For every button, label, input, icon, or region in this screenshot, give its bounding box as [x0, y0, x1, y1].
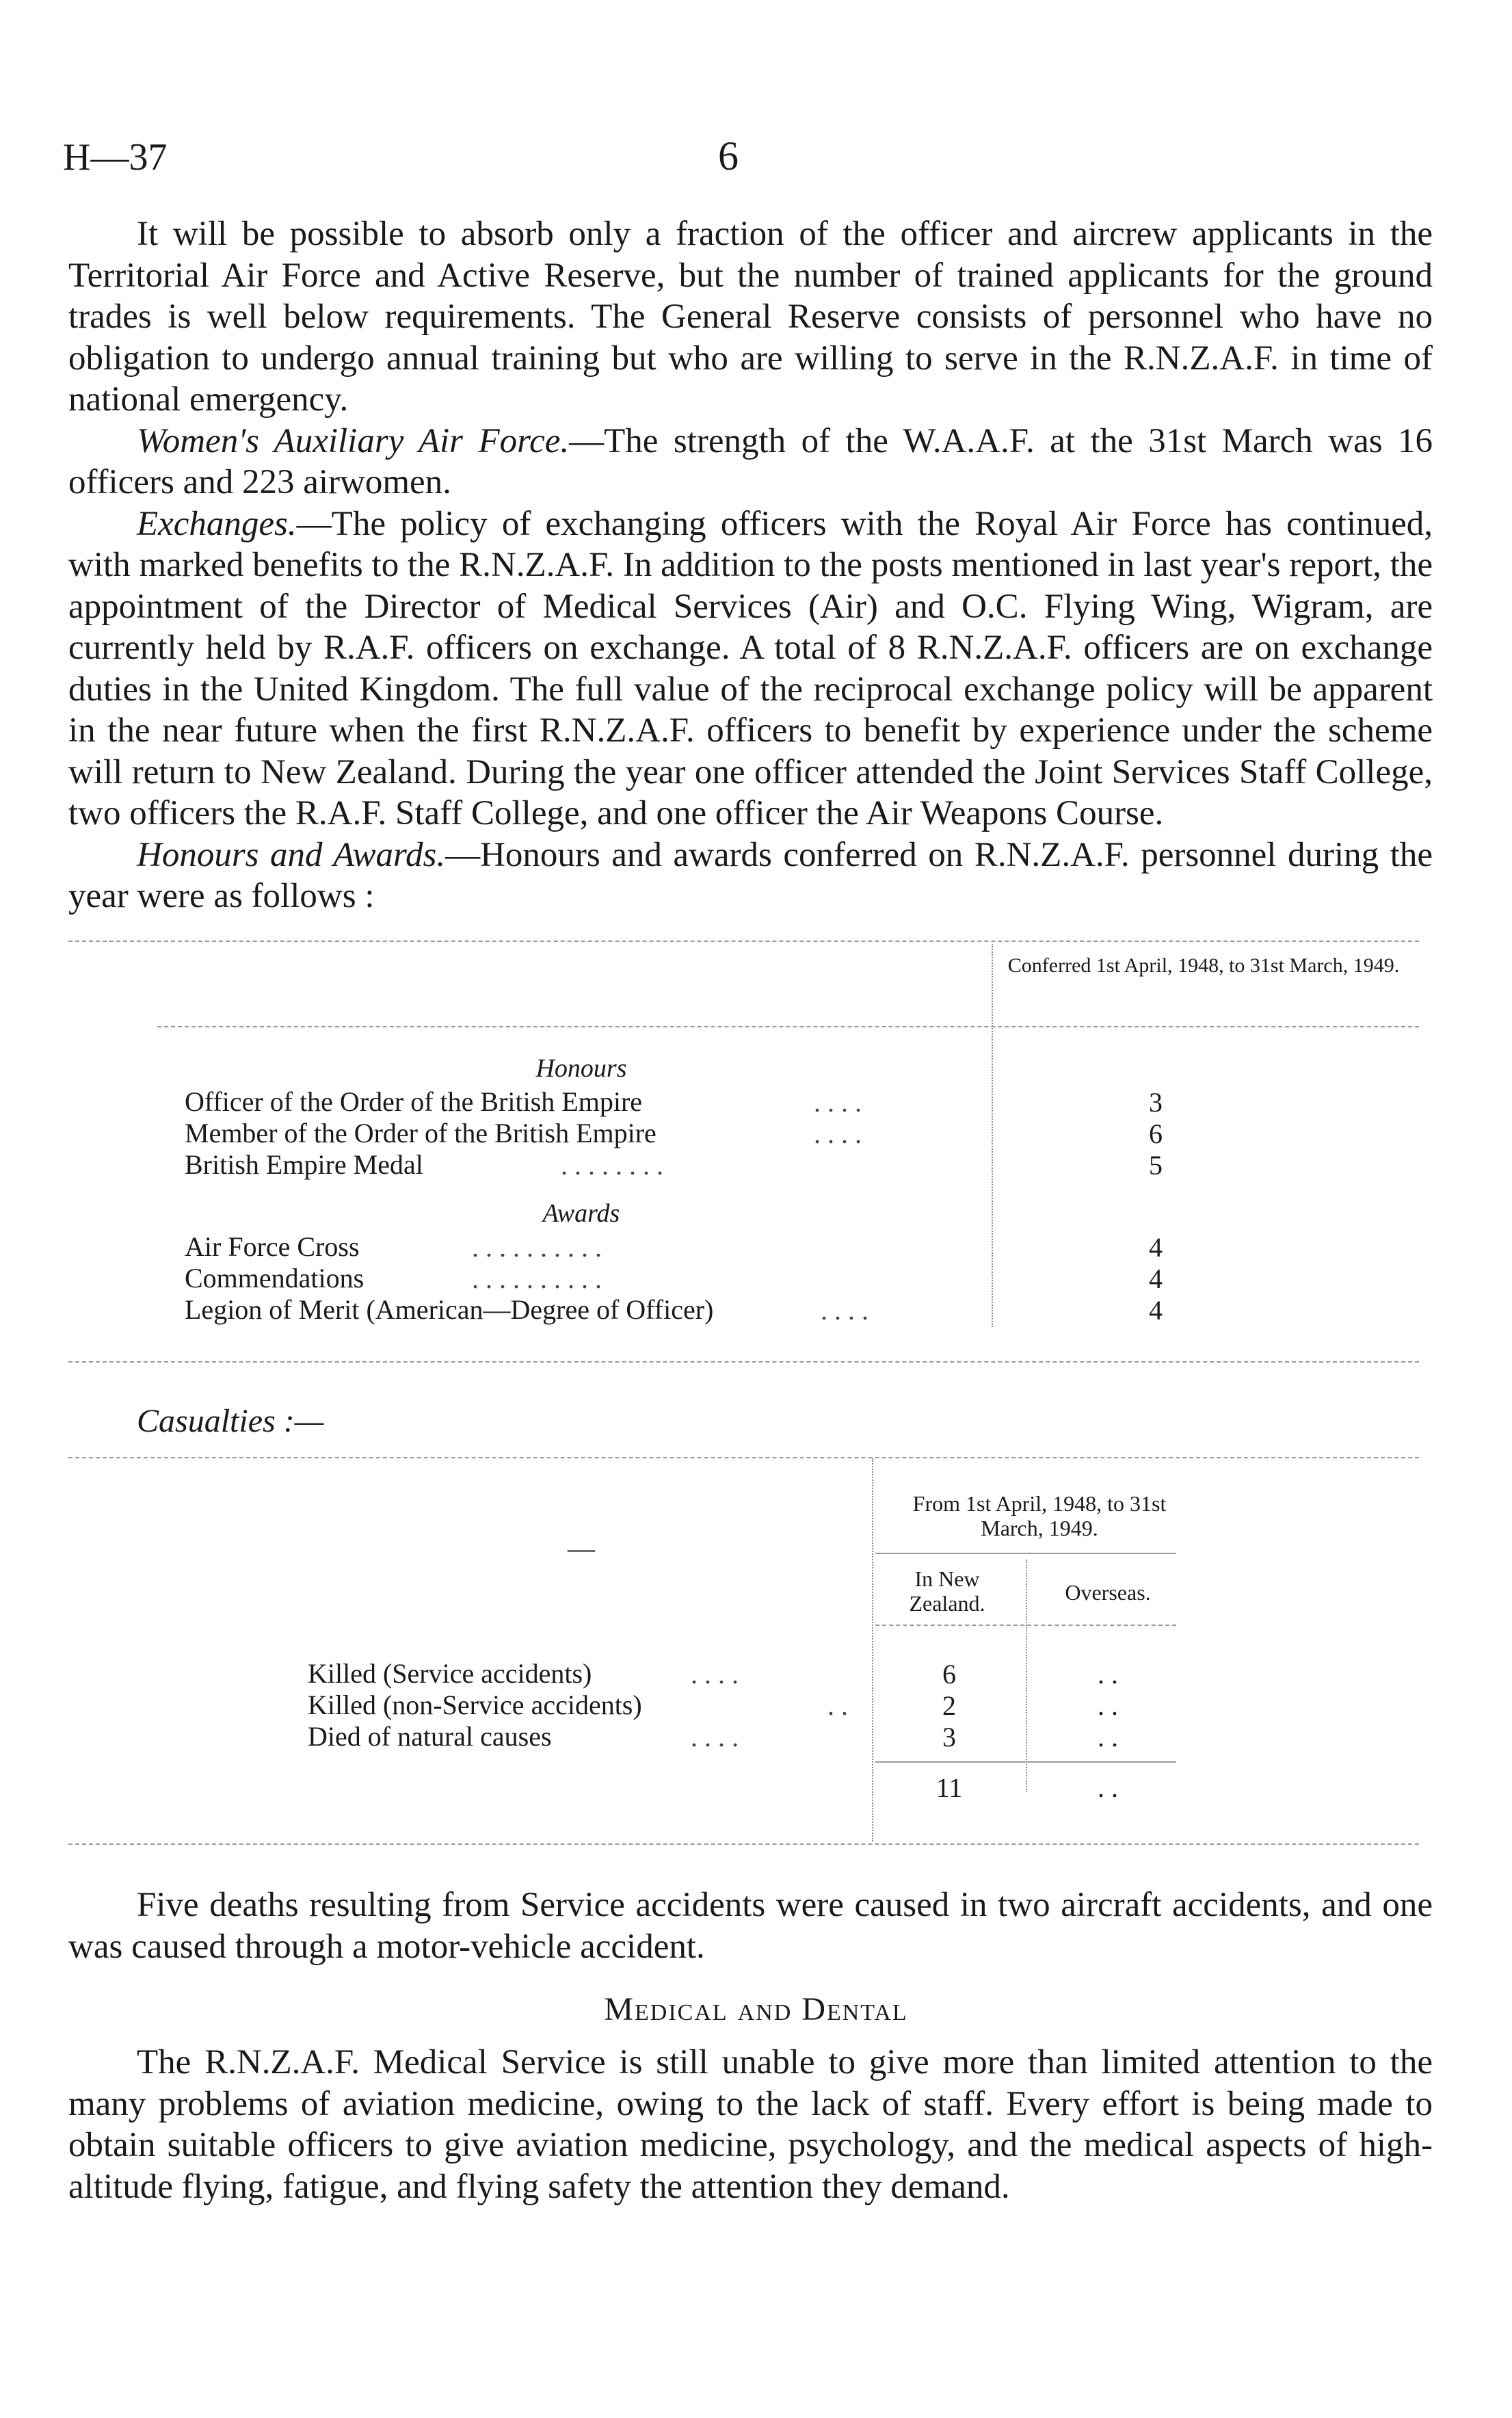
- exchanges-heading: Exchanges.: [137, 504, 297, 543]
- dot-leader: . . . .: [814, 1087, 862, 1118]
- paragraph-reserve: It will be possible to absorb only a fraction of the officer and aircrew applicants in the Territorial Air Force and Active Reserve, but the number of trained applicants for the ground trades is well below requirements. The General Reserve consists of personnel who have no obligation to undergo annual training but who are willing to serve in the R.N.Z.A.F. in time of national emergency.: [68, 215, 1433, 419]
- table-column-divider: [992, 944, 993, 1327]
- honours-row: [185, 1086, 642, 1118]
- casualties-group-rule: [875, 1553, 1176, 1554]
- casualty-count-nz: 6: [942, 1659, 956, 1690]
- award-count: 4: [1149, 1263, 1163, 1294]
- casualty-row: [308, 1658, 592, 1690]
- casualty-row: [308, 1721, 552, 1752]
- body-text-medical: [68, 2042, 1433, 2207]
- casualty-label: Killed (Service accidents): [308, 1658, 592, 1689]
- stub-dash: —: [568, 1533, 595, 1564]
- casualty-total-nz: 11: [936, 1772, 963, 1803]
- honours-subheading: Honours: [535, 1054, 627, 1083]
- honour-count: 6: [1149, 1118, 1163, 1149]
- honours-awards-heading: Honours and Awards.: [137, 835, 446, 874]
- col-header-overseas: Overseas.: [1065, 1580, 1151, 1605]
- col-header-new-zealand: In New Zealand.: [909, 1566, 985, 1616]
- casualties-stub-divider: [872, 1458, 873, 1841]
- dot-leader: . . . .: [821, 1295, 868, 1326]
- casualty-label: Died of natural causes: [308, 1721, 552, 1752]
- casualty-row: [308, 1690, 642, 1721]
- dot-leader: . .: [827, 1690, 848, 1721]
- awards-row: [185, 1294, 713, 1326]
- paragraph-exchanges: [68, 503, 1433, 835]
- dot-leader: . . . .: [691, 1722, 739, 1752]
- paragraph-deaths: Five deaths resulting from Service accidents were caused in two aircraft accidents, and one was caused through a motor-vehicle accident.: [68, 1886, 1433, 1966]
- award-count: 4: [1149, 1295, 1163, 1326]
- award-label: Commendations: [185, 1263, 364, 1293]
- casualty-total-overseas: . .: [1098, 1772, 1118, 1803]
- casualty-count-nz: 3: [942, 1722, 956, 1752]
- awards-row: [185, 1263, 364, 1294]
- casualties-group-header: From 1st April, 1948, to 31st March, 1949.: [912, 1491, 1167, 1540]
- casualties-heading: Casualties :—: [137, 1403, 324, 1439]
- honours-row: [185, 1149, 423, 1181]
- dot-leader: . . . . . . . . . .: [472, 1232, 602, 1263]
- casualty-count-overseas: . .: [1098, 1722, 1118, 1752]
- casualties-top-rule: [68, 1457, 1419, 1458]
- waaf-text: —The strength of the W.A.A.F. at the 31st March was 16 officers and 223 airwomen.: [68, 421, 1433, 501]
- award-label: Air Force Cross: [185, 1231, 360, 1262]
- table-top-rule: [68, 941, 1419, 942]
- honours-row: [185, 1118, 656, 1149]
- dot-leader: . . . . . . . .: [561, 1150, 663, 1181]
- honour-label: British Empire Medal: [185, 1149, 423, 1180]
- honour-count: 3: [1149, 1087, 1163, 1118]
- awards-row: [185, 1231, 360, 1263]
- honour-count: 5: [1149, 1150, 1163, 1181]
- dot-leader: . . . . . . . . . .: [472, 1263, 602, 1294]
- award-count: 4: [1149, 1232, 1163, 1263]
- casualties-total-rule: [875, 1761, 1176, 1763]
- page-number: 6: [718, 133, 739, 179]
- honours-column-header: Conferred 1st April, 1948, to 31st March, 1949.: [1007, 954, 1400, 977]
- casualties-header-rule: [875, 1625, 1176, 1626]
- dot-leader: . . . .: [814, 1118, 862, 1149]
- section-title-medical: Medical and Dental: [604, 1991, 908, 2027]
- award-label: Legion of Merit (American—Degree of Officer): [185, 1294, 714, 1325]
- casualties-column-divider: [1026, 1560, 1027, 1792]
- honour-label: Member of the Order of the British Empire: [185, 1118, 656, 1148]
- exchanges-text: —The policy of exchanging officers with the Royal Air Force has continued, with marked benefits to the R.N.Z.A.F. In addition to the posts mentioned in last year's report, the appointment of the Director of Medical Services (Air) and O.C. Flying Wing, Wigram, are currently held by R.A.F. officers on exchange. A total of 8 R.N.Z.A.F. officers are on exchange duties in the United Kingdom. The full value of the reciprocal exchange policy will be apparent in the near future when the first R.N.Z.A.F. officers to benefit by experience under the scheme will return to New Zealand. During the year one officer attended the Joint Services Staff College, two officers the R.A.F. Staff College, and one officer the Air Weapons Course.: [68, 504, 1433, 832]
- dot-leader: . . . .: [691, 1659, 739, 1690]
- body-text-top: [68, 213, 1433, 917]
- awards-subheading: Awards: [542, 1199, 620, 1228]
- casualty-count-overseas: . .: [1098, 1690, 1118, 1721]
- paragraph-medical: The R.N.Z.A.F. Medical Service is still unable to give more than limited attention to the many problems of aviation medicine, owing to the lack of staff. Every effort is being made to obtain suitable officers to give aviation medicine, psychology, and the medical aspects of high-altitude flying, fatigue, and flying safety the attention they demand.: [68, 2043, 1433, 2206]
- paragraph-waaf: [68, 421, 1433, 503]
- honours-awards-text: —Honours and awards conferred on R.N.Z.A.F. personnel during the year were as follows :: [68, 835, 1433, 915]
- table-bottom-rule: [68, 1361, 1419, 1363]
- casualty-label: Killed (non-Service accidents): [308, 1690, 642, 1720]
- paragraph-honours: [68, 835, 1433, 917]
- casualty-count-overseas: . .: [1098, 1659, 1118, 1690]
- document-code: H—37: [63, 136, 168, 179]
- waaf-heading: Women's Auxiliary Air Force.: [137, 421, 570, 460]
- honour-label: Officer of the Order of the British Empire: [185, 1086, 643, 1117]
- casualties-bottom-rule: [68, 1843, 1419, 1845]
- table-header-rule: [157, 1026, 1419, 1027]
- casualty-count-nz: 2: [942, 1690, 956, 1721]
- body-text-casualties: [68, 1884, 1433, 1967]
